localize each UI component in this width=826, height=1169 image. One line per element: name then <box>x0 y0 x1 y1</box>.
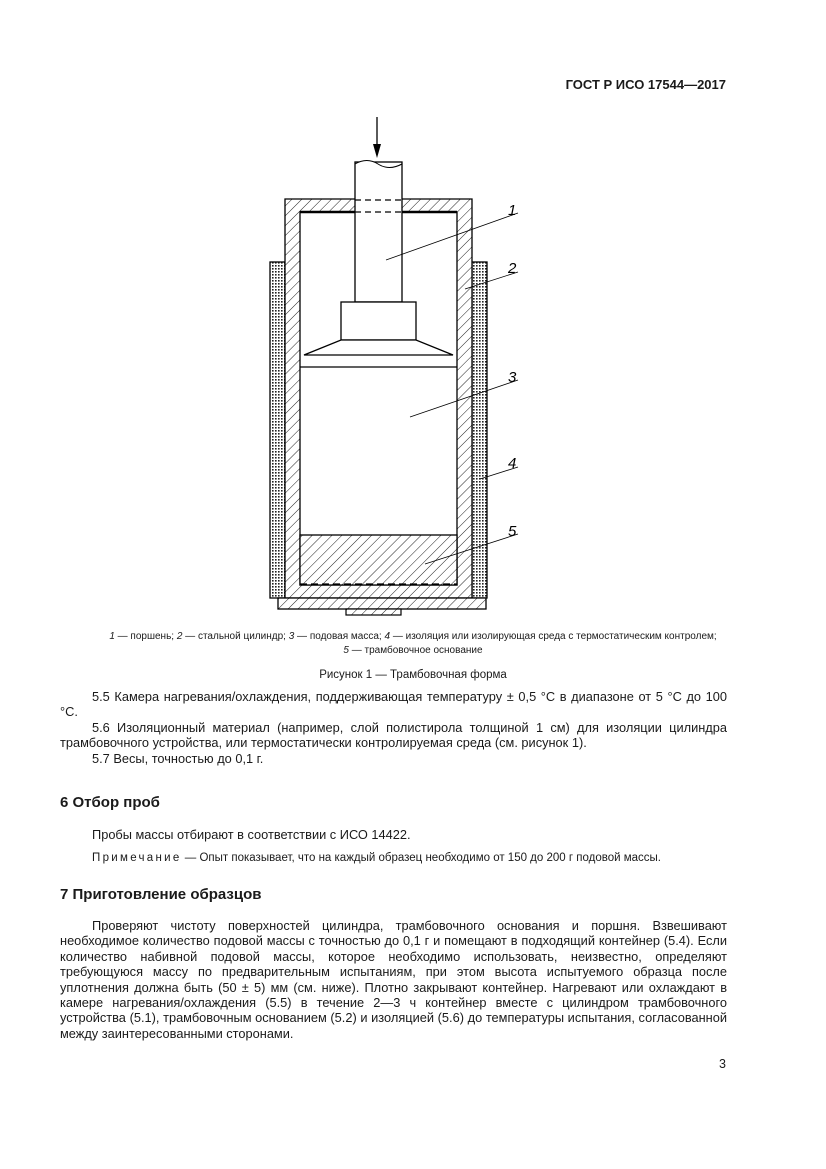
callout-2: 2 <box>508 260 517 277</box>
section-6-text: Пробы массы отбирают в соответствии с ИСО 14422. <box>92 827 411 842</box>
note-text: — Опыт показывает, что на каждый образец необходимо от 150 до 200 г подовой массы. <box>181 852 661 864</box>
note-label: Примечание <box>92 852 182 864</box>
callout-3: 3 <box>508 369 517 386</box>
callout-4: 4 <box>508 455 517 472</box>
figure-legend: 1 — поршень; 2 — стальной цилиндр; 3 — подовая масса; 4 — изоляция или изолирующая среда с термостатическим контролем; 5 — трамбовочное основание <box>109 631 717 656</box>
bottom-foot <box>346 609 401 615</box>
standard-code: ГОСТ Р ИСО 17544—2017 <box>565 77 726 92</box>
bottom-plate <box>278 598 486 609</box>
insulation-left <box>270 262 285 598</box>
piston-rod <box>355 162 402 302</box>
section-6-title: 6 Отбор проб <box>60 794 160 811</box>
piston-head <box>341 302 416 340</box>
figure-caption: Рисунок 1 — Трамбовочная форма <box>319 669 507 681</box>
section-7-text: Проверяют чистоту поверхностей цилиндра, трамбовочного основания и поршня. Взвешивают необходимое количество подовой массы с точностью до 0,1 г и помещают в подходящий контейнер (5.4). Если количество набивной подовой массы, которое необходимо использовать, неизвестно, определяют требующуюся массу по предварительным испытаниям, при этом высота испытуемого образца после уплотнения должна быть (50 ± 5) мм (см. ниже). Плотно закрывают контейнер. Нагревают или охлаждают в камере нагревания/охлаждения (5.5) в течение 2—3 ч контейнер вместе с цилиндром трамбовочного устройства (5.1), трамбовочным основанием (5.2) и изоляцией (5.6) до температуры испытания, согласованной между заинтересованными сторонами. <box>60 918 727 1041</box>
item-5-7: 5.7 Весы, точностью до 0,1 г. <box>92 750 264 766</box>
item-5-5: 5.5 Камера нагревания/охлаждения, поддерживающая температуру ± 0,5 °C в диапазоне от 5 °C до 100 °C. <box>60 689 727 720</box>
callout-1: 1 <box>508 202 517 219</box>
tamping-mold-figure <box>260 112 520 622</box>
tamping-base <box>300 535 457 585</box>
insulation-right <box>472 262 487 598</box>
items-block <box>60 689 727 766</box>
item-5-6: 5.6 Изоляционный материал (например, слой полистирола толщиной 1 см) для изоляции цилиндра трамбовочного устройства, или термостатически контролируемая среда (см. рисунок 1). <box>60 719 727 751</box>
piston-plate <box>304 340 453 355</box>
page-number: 3 <box>719 1057 726 1071</box>
section-6-note <box>60 851 727 866</box>
section-7-title: 7 Приготовление образцов <box>60 886 262 903</box>
callout-5: 5 <box>508 523 517 540</box>
force-arrow-head <box>373 144 381 158</box>
